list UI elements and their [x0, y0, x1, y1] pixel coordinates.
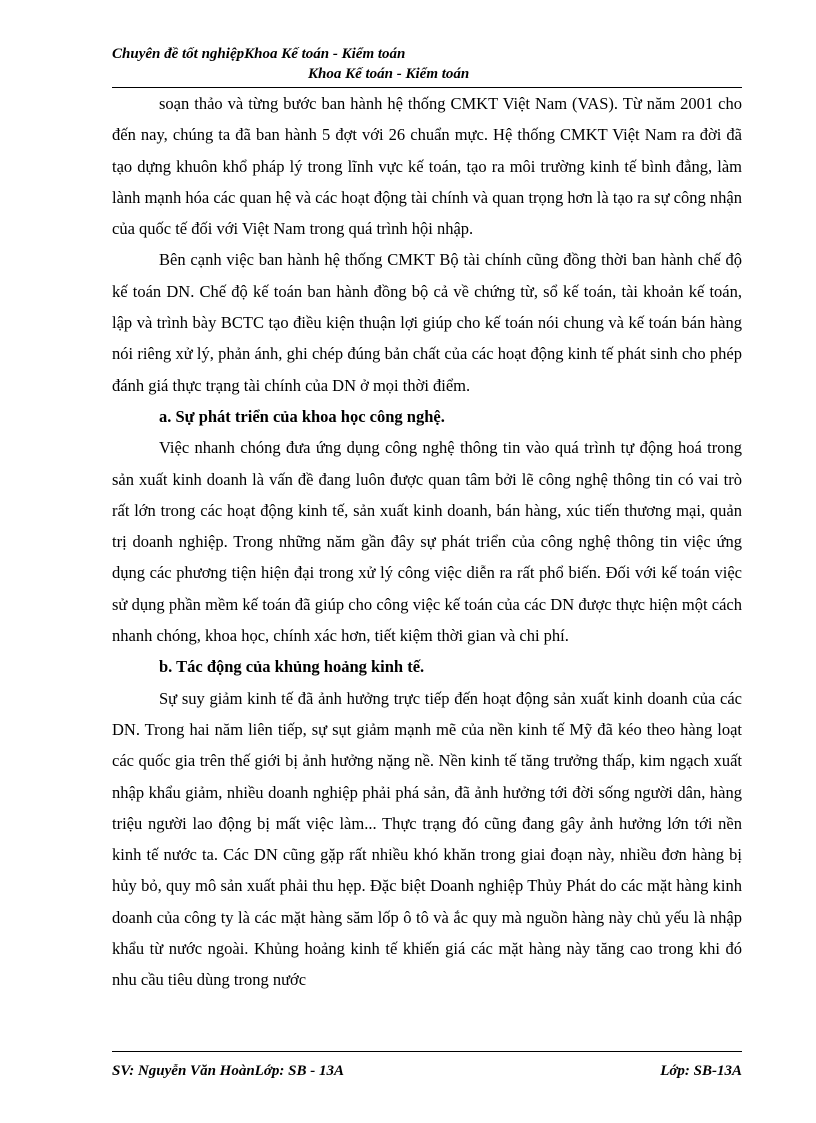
- paragraph: Việc nhanh chóng đưa ứng dụng công nghệ thông tin vào quá trình tự động hoá trong sản xuất kinh doanh là vấn đề đang luôn được quan tâm bởi lẽ công nghệ thông tin có vai trò rất lớn trong các hoạt động kinh tế, sản xuất kinh doanh, bán hàng, xúc tiến thương mại, quản trị doanh nghiệp. Trong những năm gần đây sự phát triển của công nghệ thông tin việc ứng dụng các phương tiện hiện đại trong xử lý công việc diễn ra rất phổ biến. Đối với kế toán việc sử dụng phần mềm kế toán đã giúp cho công việc kế toán của các DN được thực hiện một cách nhanh chóng, khoa học, chính xác hơn, tiết kiệm thời gian và chi phí.: [112, 438, 742, 646]
- section-heading: b. Tác động của khủng hoảng kinh tế.: [159, 657, 425, 677]
- footer-divider: [112, 1051, 742, 1052]
- section-heading: a. Sự phát triển của khoa học công nghệ.: [159, 406, 445, 426]
- paragraph: Bên cạnh việc ban hành hệ thống CMKT Bộ tài chính cũng đồng thời ban hành chế độ kế toán DN. Chế độ kế toán ban hành đồng bộ cả về chứng từ, sổ kế toán, tài khoản kế toán, lập và trình bày BCTC tạo điều kiện thuận lợi giúp cho kế toán nói chung và kế toán bán hàng nói riêng xử lý, phản ánh, ghi chép đúng bản chất của các hoạt động kinh tế phát sinh cho phép đánh giá thực trạng tài chính của DN ở mọi thời điểm.: [112, 250, 742, 395]
- header-title-line1: Chuyên đề tốt nghiệpKhoa Kế toán - Kiểm toán: [112, 46, 406, 62]
- paragraph: Sự suy giảm kinh tế đã ảnh hưởng trực tiếp đến hoạt động sản xuất kinh doanh của các DN. Trong hai năm liên tiếp, sự sụt giảm mạnh mẽ của nền kinh tế Mỹ đã kéo theo hàng loạt các quốc gia trên thế giới bị ảnh hưởng nặng nề. Nền kinh tế tăng trưởng thấp, kim ngạch xuất nhập khẩu giảm, nhiều doanh nghiệp phải phá sản, đã ảnh hưởng tới đời sống người dân, hàng triệu người lao động bị mất việc làm... Thực trạng đó cũng đang gây ảnh hưởng lớn tới nền kinh tế nước ta. Các DN cũng gặp rất nhiều khó khăn trong giai đoạn này, nhiều đơn hàng bị hủy bỏ, quy mô sản xuất phải thu hẹp. Đặc biệt Doanh nghiệp Thủy Phát do các mặt hàng kinh doanh của công ty là các mặt hàng săm lốp ô tô và ắc quy mà nguồn hàng này chủ yếu là nhập khẩu từ nước ngoài. Khủng hoảng kinh tế khiến giá các mặt hàng này tăng cao trong khi đó nhu cầu tiêu dùng trong nước: [112, 688, 742, 990]
- footer-class-info: Lớp: SB-13A: [660, 1063, 742, 1079]
- page-header: [112, 44, 742, 84]
- header-title-line2: Khoa Kế toán - Kiểm toán: [308, 66, 470, 82]
- footer-student-info: SV: Nguyễn Văn HoànLớp: SB - 13A: [112, 1063, 344, 1079]
- paragraph: soạn thảo và từng bước ban hành hệ thống CMKT Việt Nam (VAS). Từ năm 2001 cho đến nay, chúng ta đã ban hành 5 đợt với 26 chuẩn mực. Hệ thống CMKT Việt Nam ra đời đã tạo dựng khuôn khổ pháp lý trong lĩnh vực kế toán, tạo ra môi trường kinh tế bình đẳng, làm lành mạnh hóa các quan hệ và các hoạt động tài chính và quan trọng hơn là tạo ra sự công nhận của quốc tế đối với Việt Nam trong quá trình hội nhập.: [112, 94, 742, 239]
- document-body: [112, 88, 742, 996]
